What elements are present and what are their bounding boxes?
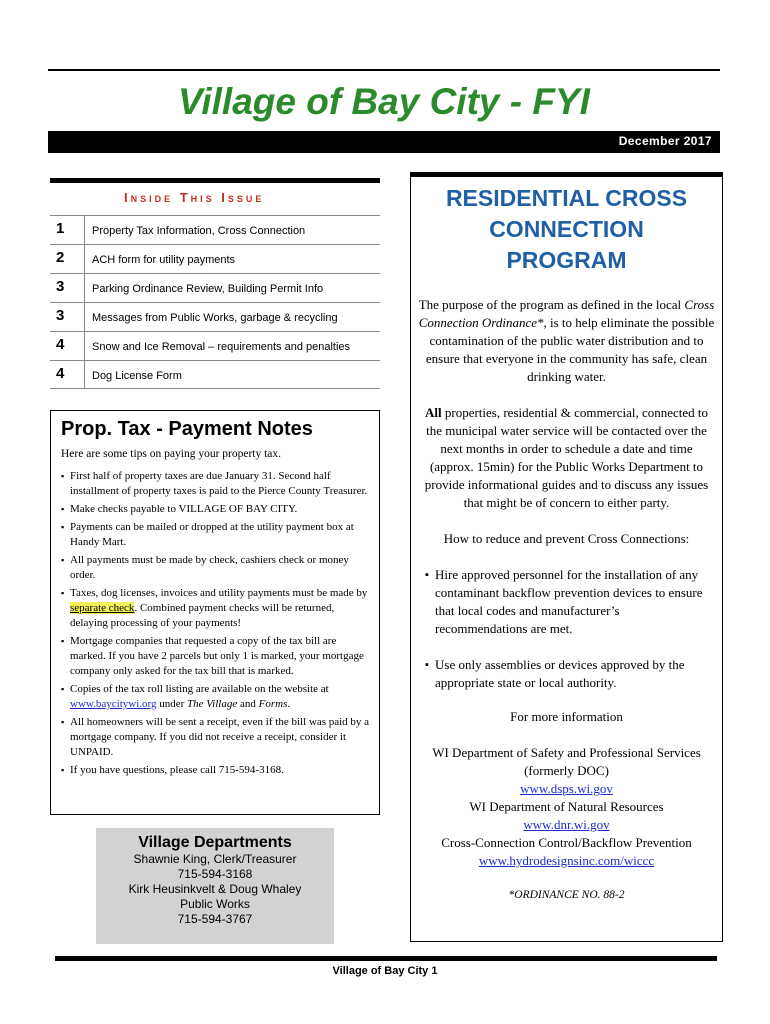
toc-title: Inside This Issue	[124, 190, 265, 205]
public-works-names: Kirk Heusinkvelt & Doug Whaley	[128, 882, 302, 896]
toc-entry: Messages from Public Works, garbage & recycling	[92, 312, 338, 324]
public-works-label: Public Works	[180, 897, 250, 911]
toc-row	[50, 244, 380, 273]
toc-entry: ACH form for utility payments	[92, 254, 236, 266]
toc-entry: Property Tax Information, Cross Connection	[92, 225, 306, 237]
toc-entry: Parking Ordinance Review, Building Permit Info	[92, 283, 324, 295]
toc-page-number: 2	[56, 249, 65, 266]
toc-row	[50, 360, 380, 389]
website-link[interactable]: www.baycitywi.org	[70, 698, 157, 710]
toc-row	[50, 215, 380, 244]
article-heading: RESIDENTIAL CROSS CONNECTION PROGRAM	[445, 185, 688, 273]
toc-page-number: 3	[56, 278, 65, 295]
toc-entry: Dog License Form	[92, 370, 182, 382]
toc-rule	[50, 178, 380, 183]
masthead	[48, 69, 720, 153]
village-departments	[96, 828, 334, 944]
tax-bullet: ▪ All payments must be made by check, cashiers check or money order.	[61, 553, 373, 583]
tax-intro: Here are some tips on paying your property tax.	[61, 448, 282, 460]
dsps-link[interactable]: www.dsps.wi.gov	[520, 781, 613, 796]
toc-page-number: 4	[56, 336, 65, 353]
prevention-bullet: ▪ Use only assemblies or devices approved by the appropriate state or local authority.	[425, 656, 714, 692]
toc-row	[50, 331, 380, 360]
prevention-bullet: ▪ Hire approved personnel for the installation of any contaminant backflow prevention devices to ensure that local codes and manufacturer’s recommendations are met.	[425, 566, 714, 638]
toc-row	[50, 302, 380, 331]
clerk-name: Shawnie King, Clerk/Treasurer	[133, 852, 297, 866]
properties-paragraph: All properties, residential & commercial, connected to the municipal water service will be contacted over the next months in order to schedule a date and time (approx. 15min) for the Public Works Department to provide informational guides and to discuss any issues that might be of concern to either party.	[424, 405, 709, 510]
newsletter-title: Village of Bay City - FYI	[178, 81, 590, 122]
dsps-name: WI Department of Safety and Professional Services (formerly DOC)	[432, 745, 701, 778]
tax-bullet: ▪ All homeowners will be sent a receipt, even if the bill was paid by a mortgage company. If you did not receive a receipt, consider it UNPAID.	[61, 715, 373, 760]
tax-bullet: ▪ First half of property taxes are due January 31. Second half installment of property taxes is paid to the Pierce County Treasurer.	[61, 469, 373, 499]
tax-bullet: ▪ Taxes, dog licenses, invoices and utility payments must be made by separate check. Combined payment checks will be returned, delaying processing of your payments!	[61, 586, 373, 631]
public-works-phone: 715-594-3767	[177, 912, 253, 926]
tax-bullet-list	[61, 469, 373, 781]
toc-page-number: 1	[56, 220, 65, 237]
cross-connection-article	[410, 172, 723, 942]
date-bar	[48, 131, 720, 153]
page-footer: Village of Bay City 1	[332, 965, 438, 977]
inside-this-issue	[50, 178, 380, 393]
departments-title: Village Departments	[138, 834, 292, 851]
clerk-phone: 715-594-3168	[177, 867, 253, 881]
prevention-list	[411, 566, 722, 692]
toc-page-number: 4	[56, 365, 65, 382]
footer-rule	[55, 956, 717, 961]
backflow-name: Cross-Connection Control/Backflow Prevention	[441, 835, 692, 850]
highlighted-text: separate check	[70, 602, 135, 614]
issue-date: December 2017	[618, 134, 712, 148]
toc-entry: Snow and Ice Removal – requirements and penalties	[92, 341, 351, 353]
toc-page-number: 3	[56, 307, 65, 324]
prevention-heading: How to reduce and prevent Cross Connections:	[443, 531, 690, 546]
backflow-link[interactable]: www.hydrodesignsinc.com/wiccc	[478, 853, 655, 868]
dnr-link[interactable]: www.dnr.wi.gov	[523, 817, 610, 832]
tax-bullet: ▪ Payments can be mailed or dropped at the utility payment box at Handy Mart.	[61, 520, 373, 550]
ordinance-note: *ORDINANCE NO. 88-2	[508, 889, 625, 901]
purpose-paragraph: The purpose of the program as defined in the local Cross Connection Ordinance*, is to help eliminate the possible contamination of the public water distribution and to ensure that everyone in the community has safe, clean drinking water.	[418, 297, 715, 384]
dnr-name: WI Department of Natural Resources	[469, 799, 664, 814]
tax-bullet: ▪ Make checks payable to VILLAGE OF BAY CITY.	[61, 502, 373, 517]
tax-title: Prop. Tax - Payment Notes	[61, 418, 313, 440]
toc-row	[50, 273, 380, 302]
tax-bullet: ▪ If you have questions, please call 715-594-3168.	[61, 763, 373, 778]
toc-list	[50, 215, 380, 389]
tax-bullet: ▪ Mortgage companies that requested a copy of the tax bill are marked. If you have 2 parcels but only 1 is marked, your mortgage company only asked for the tax bill that is marked.	[61, 634, 373, 679]
property-tax-notes	[50, 410, 380, 815]
tax-bullet: ▪ Copies of the tax roll listing are available on the website at www.baycitywi.org under The Village and Forms.	[61, 682, 373, 712]
more-info-label: For more information	[510, 709, 623, 724]
